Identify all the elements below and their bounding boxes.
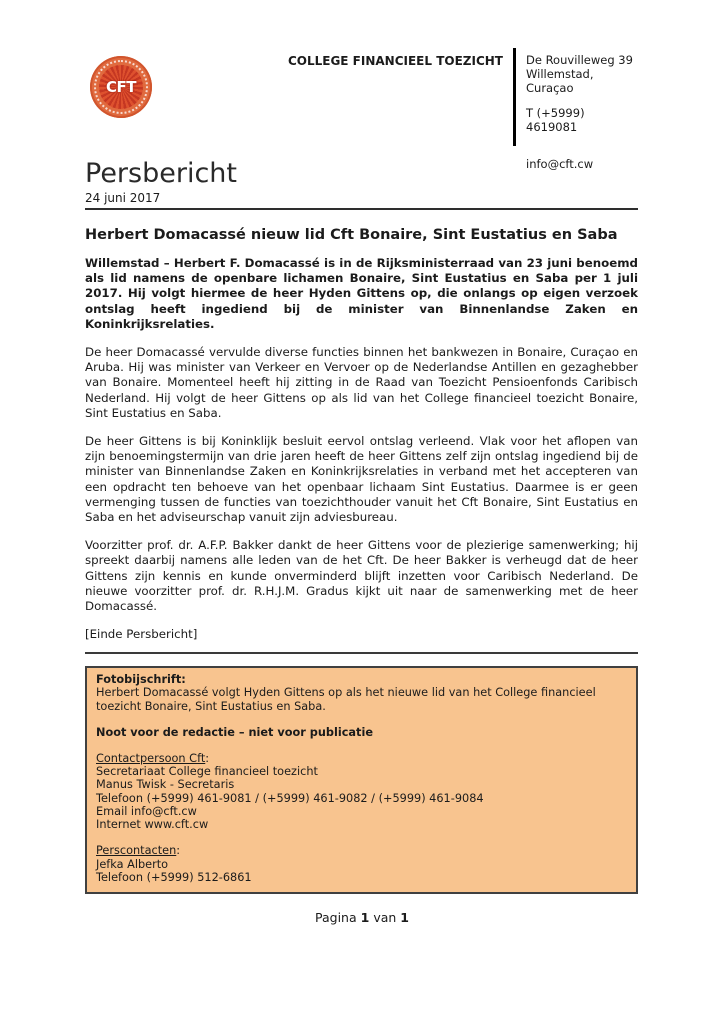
photo-caption-text: Herbert Domacassé volgt Hyden Gittens op als het nieuwe lid van het College financieel toezicht Bonaire, Sint Eustatius en Saba. [96,686,596,713]
editor-info-box [85,666,638,894]
press-contact-line: Telefoon (+5999) 512-6861 [96,870,252,884]
org-name: COLLEGE FINANCIEEL TOEZICHT [287,54,503,68]
address-city: Willemstad, Curaçao [526,67,594,95]
spacer [96,739,627,752]
document-title: Persbericht [85,158,237,189]
cft-logo-text: CFT [106,78,136,96]
contact-line: Secretariaat College financieel toezicht [96,765,318,779]
address-block [526,48,638,171]
editor-note: Noot voor de redactie – niet voor publicatie [96,725,373,739]
spacer [96,831,627,844]
press-contact-line: Jefka Alberto [96,857,169,871]
email-address: info@cft.cw [526,157,594,171]
letterhead-divider [513,48,516,146]
body-paragraph: Voorzitter prof. dr. A.F.P. Bakker dankt de heer Gittens voor de plezierige samenwerking; hij spreekt daarbij namens alle leden van de het Cft. De heer Bakker is verheugd dat de heer Gittens zijn kennis en kunde onverminderd blijft inzetten voor Caribisch Nederland. De nieuwe voorzitter prof. dr. R.H.J.M. Gradus kijkt uit naar de samenwerking met de heer Domacassé. [85,538,638,614]
footer-total-pages: 1 [400,910,409,925]
contact-heading-colon: : [205,752,210,766]
document-content [85,48,638,894]
cft-logo-icon [90,56,152,118]
page-footer [0,910,724,925]
contact-line: Email info@cft.cw [96,804,197,818]
section-divider-rule [85,652,638,654]
letterhead-right [288,48,638,171]
contact-heading [96,752,627,765]
press-contacts-heading [96,844,627,857]
contact-heading-text: Contactpersoon Cft [96,752,206,766]
spacer [96,713,627,726]
lead-paragraph: Willemstad – Herbert F. Domacassé is in de Rijksministerraad van 23 juni benoemd als lid namens de openbare lichamen Bonaire, Sint Eustatius en Saba per 1 juli 2017. Hij volgt hiermee de heer Hyden Gittens op, die onlangs op eigen verzoek ontslag heeft ingediend bij de minister van Binnenlandse Zaken en Koninkrijksrelaties. [85,256,638,331]
address-street: De Rouvilleweg 39 [526,53,633,67]
contact-line: Internet www.cft.cw [96,818,209,832]
photo-caption-label: Fotobijschrift: [96,673,186,687]
document-date: 24 juni 2017 [85,191,161,205]
cft-logo-starburst [99,65,143,109]
footer-word-of: van [373,910,397,925]
phone-number: T (+5999) 4619081 [526,106,585,134]
end-of-release-note: [Einde Persbericht] [85,627,198,642]
press-contacts-heading-text: Perscontacten [96,844,177,858]
body-paragraph: De heer Gittens is bij Koninklijk besluit eervol ontslag verleend. Vlak voor het aflopen van zijn benoemingstermijn van drie jaren heeft de heer Gittens zelf zijn ontslag ingediend bij de minister van Binnenlandse Zaken en Koninkrijksrelaties in verband met het accepteren van een opdracht ten behoeve van het openbaar lichaam Sint Eustatius. Daarmee is er geen vermenging tussen de functies van toezichthouder vanuit het Cft Bonaire, Sint Eustatius en Saba en het adviseurschap vanuit zijn adviesbureau. [85,434,638,525]
footer-page-number: 1 [360,910,370,925]
contact-line: Manus Twisk - Secretaris [96,778,235,792]
press-contacts-heading-colon: : [176,844,181,858]
letterhead [85,48,638,171]
press-release-headline: Herbert Domacassé nieuw lid Cft Bonaire, Sint Eustatius en Saba [85,227,618,243]
body-paragraph: De heer Domacassé vervulde diverse functies binnen het bankwezen in Bonaire, Curaçao en Aruba. Hij was minister van Verkeer en Vervoer op de Nederlandse Antillen en gezaghebber van Bonaire. Momenteel heeft hij zitting in de Raad van Toezicht Pensioenfonds Caribisch Nederland. Hij volgt de heer Gittens op als lid van het College financieel toezicht Bonaire, Sint Eustatius en Saba. [85,345,638,420]
footer-word-page: Pagina [315,910,357,925]
contact-line: Telefoon (+5999) 461-9081 / (+5999) 461-9082 / (+5999) 461-9084 [96,791,484,805]
